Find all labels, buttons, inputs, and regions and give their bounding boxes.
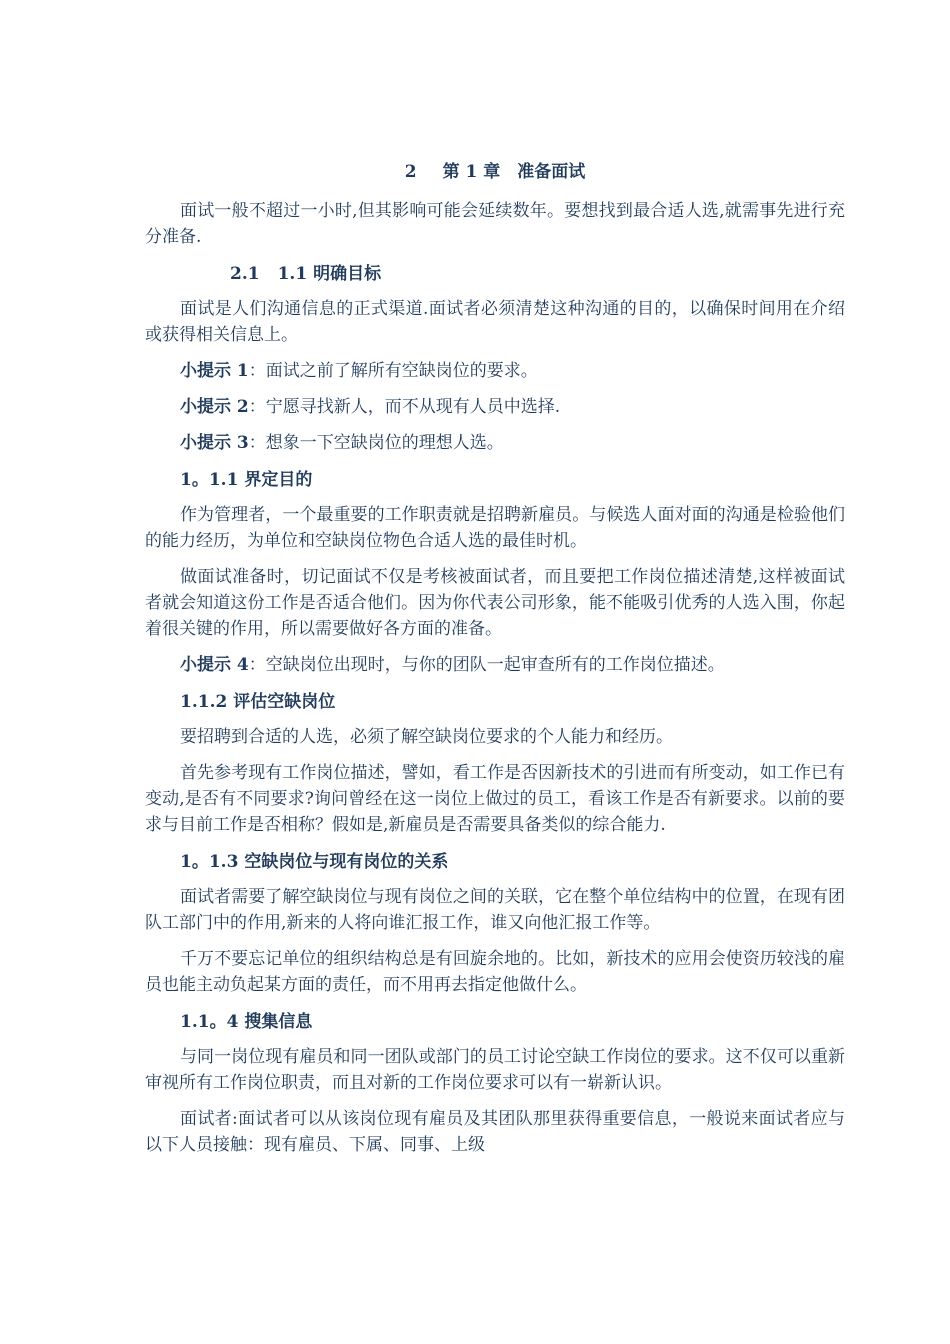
paragraph-prepare: 做面试准备时，切记面试不仅是考核被面试者，而且要把工作岗位描述清楚,这样被面试者就会知道这份工作是否适合他们。因为你代表公司形象，能不能吸引优秀的人选入围，你起着很关键的作用，所以需要做好各方面的准备。 — [145, 567, 845, 639]
tip-1 — [145, 358, 845, 384]
document-body — [145, 158, 845, 1168]
chapter-heading — [145, 158, 845, 186]
tip-4 — [145, 652, 845, 678]
tip-label: 小提示 3 — [180, 433, 249, 453]
section-heading-2-1 — [230, 260, 845, 288]
tip-text: ：想象一下空缺岗位的理想人选。 — [248, 433, 504, 453]
chapter-title: 第 1 章 准备面试 — [442, 162, 586, 182]
subsection-heading-1-1-1: 1。1.1 界定目的 — [180, 470, 313, 490]
tip-text: ：空缺岗位出现时，与你的团队一起审查所有的工作岗位描述。 — [248, 655, 725, 675]
paragraph-interviewer: 面试者:面试者可以从该岗位现有雇员及其团队那里获得重要信息，一般说来面试者应与以下人员接触：现有雇员、下属、同事、上级 — [145, 1109, 845, 1155]
section-title: 1.1 明确目标 — [277, 264, 382, 284]
paragraph-goal: 面试是人们沟通信息的正式渠道.面试者必须清楚这种沟通的目的，以确保时间用在介绍或获得相关信息上。 — [145, 299, 845, 345]
paragraph-requirements: 要招聘到合适的人选，必须了解空缺岗位要求的个人能力和经历。 — [180, 727, 673, 747]
chapter-number: 2 — [404, 162, 417, 182]
section-number: 2.1 — [230, 264, 260, 284]
paragraph-job-description: 首先参考现有工作岗位描述，譬如，看工作是否因新技术的引进而有所变动，如工作已有变动,是否有不同要求?询问曾经在这一岗位上做过的员工，看该工作是否有新要求。以前的要求与目前工作是否相称？假如是,新雇员是否需要具备类似的综合能力. — [145, 763, 845, 835]
intro-paragraph: 面试一般不超过一小时,但其影响可能会延续数年。要想找到最合适人选,就需事先进行充分准备. — [145, 201, 845, 247]
paragraph-manager-duty: 作为管理者，一个最重要的工作职责就是招聘新雇员。与候选人面对面的沟通是检验他们的能力经历，为单位和空缺岗位物色合适人选的最佳时机。 — [145, 505, 845, 551]
tip-text: ：宁愿寻找新人，而不从现有人员中选择. — [248, 397, 561, 417]
paragraph-org-structure: 千万不要忘记单位的组织结构总是有回旋余地的。比如，新技术的应用会使资历较浅的雇员也能主动负起某方面的责任，而不用再去指定他做什么。 — [145, 949, 845, 995]
paragraph-discuss: 与同一岗位现有雇员和同一团队或部门的员工讨论空缺工作岗位的要求。这不仅可以重新审视所有工作岗位职责，而且对新的工作岗位要求可以有一崭新认识。 — [145, 1047, 845, 1093]
paragraph-relationship: 面试者需要了解空缺岗位与现有岗位之间的关联，它在整个单位结构中的位置，在现有团队工部门中的作用,新来的人将向谁汇报工作，谁又向他汇报工作等。 — [145, 887, 845, 933]
tip-3 — [145, 430, 845, 456]
tip-2 — [145, 394, 845, 420]
tip-label: 小提示 2 — [180, 397, 249, 417]
subsection-heading-1-1-4: 1.1。4 搜集信息 — [180, 1012, 313, 1032]
subsection-heading-1-1-3: 1。1.3 空缺岗位与现有岗位的关系 — [180, 852, 449, 872]
tip-label: 小提示 1 — [180, 361, 249, 381]
subsection-heading-1-1-2: 1.1.2 评估空缺岗位 — [180, 692, 336, 712]
tip-text: ：面试之前了解所有空缺岗位的要求。 — [248, 361, 538, 381]
tip-label: 小提示 4 — [180, 655, 249, 675]
